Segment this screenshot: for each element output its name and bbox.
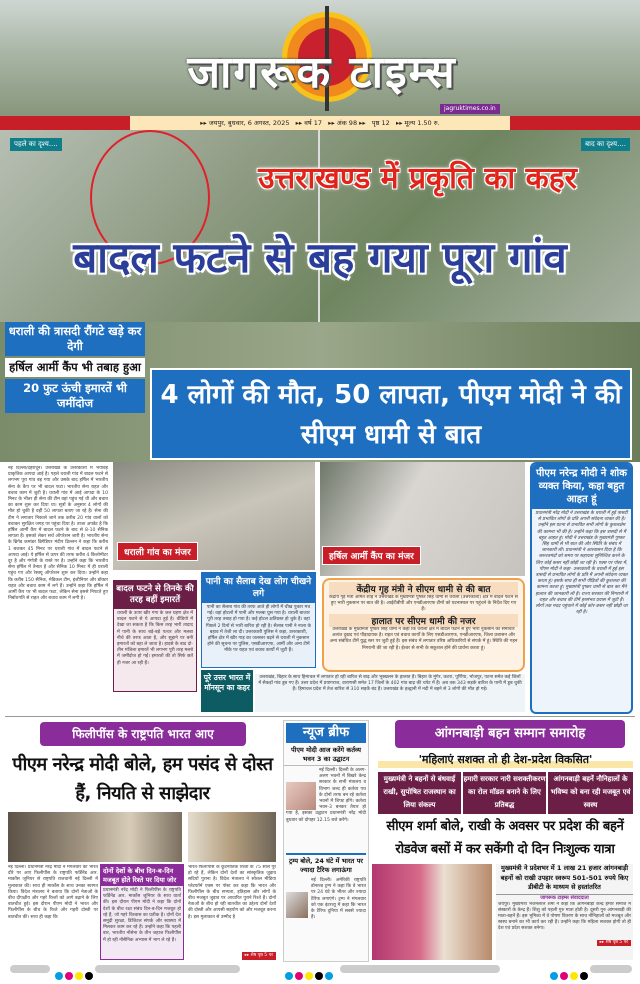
website-label: jagruktimes.co.in bbox=[440, 104, 500, 114]
box-dhami-title: हालात पर सीएम धामी की नजर bbox=[329, 614, 518, 627]
anganwadi-point-1: मुख्यमंत्री ने बहनों से बंधवाई राखी, सुपोषित राजस्थान का लिया संकल्प bbox=[378, 772, 461, 814]
side-headline-1: धराली की त्रासदी रौंगटे खड़े कर देगी bbox=[5, 322, 145, 356]
place-date: ▸▸ जयपुर, बुधवार, 6 अगस्त, 2025 bbox=[200, 119, 290, 127]
dharali-photo bbox=[113, 462, 315, 570]
monsoon-body: उत्तराखंड, बिहार के साथ हिमाचल में लगातार हो रही बारिश से बाढ़ और भूस्खलन के हालात हैं। बिहार के मुंगेर, कटरा, पूर्णिया, भोजपुर, पटना समेत कई जिलों में सैकड़ों गांव डूब गए हैं। उत्तर प्रदेश में प्रयागराज, वाराणसी समेत 17 जिलों के 402 गांव बाढ़ की चपेट में हैं। अब तक 343 सड़कें बारिश के पानी में डूब चुकी हैं। हिमाचल प्रदेश में तेज बारिश से 310 सड़कें बंद हैं। उत्तराखंड के हल्द्वानी में नदी में बहने से 3 लोगों की मौत हो गई। bbox=[255, 674, 525, 712]
anganwadi-quote: 'महिलाएं सशक्त तो ही देश-प्रदेश विकसित' bbox=[378, 752, 633, 768]
anganwadi-subhead: मुख्यमंत्री ने प्रदेशभर में 1 लाख 21 हजार आंगनबाड़ी बहनों को राखी उपहार स्वरूप 501-501 रुपये किए डीबीटी के माध्यम से हस्तांतरित bbox=[496, 864, 633, 895]
rakhi-photo bbox=[372, 864, 492, 960]
brief-2-title: ट्रम्प बोले, 24 घंटे में भारत पर ज्यादा टैरिफ लगाऊंगा bbox=[289, 857, 363, 874]
meeting-photo bbox=[8, 812, 182, 862]
philippines-box-title: दोनों देशों के बीच दिन-ब-दिन मजबूत होते रिश्ते पर दिया जोर bbox=[101, 865, 183, 886]
philippines-box bbox=[100, 864, 184, 960]
main-headline: 4 लोगों की मौत, 50 लापता, पीएम मोदी ने की सीएम धामी से बात bbox=[150, 368, 632, 460]
brief-1-body: नई दिल्ली। दिल्ली के अलग-अलग भवनों में बिखरे केन्द्र सरकार के सभी मंत्रालय व विभाग जल्द ही कर्तव्य पथ के दोनों तरफ बन रहे कर्तव्य भवनों में शिफ्ट होंगे। कर्तव्य भवन-3 बनकर तैयार हो गया है, इसका उद्घाटन प्रधानमंत्री नरेंद्र मोदी बुधवार को दोपहर 12.15 बजे करेंगे। bbox=[286, 768, 366, 823]
print-bar bbox=[590, 965, 632, 973]
brief-1 bbox=[284, 766, 368, 852]
box-buildings-body: धराली के ऊपर खीर गंगा के जल ग्रहण क्षेत्र में बादल फटने से ये आपदा हुई है। वीडियो में देखा जा सकता है कि किस तरह भारी तादाद में पानी के साथ बड़े-बड़े पत्थर और मलबा नीचे की तरफ आता है, और सुहाने पर बनी इमारतों को बहा ले जाता है। हादसे के बाद दो-तीन मंजिला इमारतें भी लगभग पूरी तरह मलबे में जमींदोज हो गईं। इमारतों की तो सिर्फ छतें ही नजर आ रही हैं। bbox=[117, 611, 193, 666]
brief-2-body: नई दिल्ली। अमेरिकी राष्ट्रपति डोनाल्ड ट्रम्प ने कहा कि वे भारत पर 24 घंटे के भीतर और ज्यादा टैरिफ लगाएंगे। ट्रम्प ने मंगलवार को एक इंटरव्यू में कहा कि भारत के टैरिफ दुनिया में सबसे ज्यादा हैं। bbox=[311, 878, 366, 921]
box-flood-title: पानी का सैलाब देख लोग चीखने लगे bbox=[202, 573, 315, 603]
harsil-photo bbox=[320, 462, 525, 576]
box-buildings bbox=[113, 580, 197, 692]
anganwadi-body: जयपुर। मुख्यमंत्री भजनलाल शर्मा ने कहा कि आंगनबाड़ी केन्द्र हमारे समाज में संस्कारों के केन्द्र हैं। शिशु को पहली गुरु माता होती है। दूसरी गुरु आंगनबाड़ी की माता-बहनें हैं। इस भूमिका में वे पोषण वितरण के साथ नौनिहालों को मजबूत और स्वस्थ बनाने का भी कार्य कर रही हैं। उन्होंने कहा कि महिला सशक्त होगी तो ही देश एवं प्रदेश सशक्त बनेगा। bbox=[498, 901, 631, 932]
news-brief-title: न्यूज ब्रीफ bbox=[286, 723, 366, 743]
section-divider bbox=[5, 716, 635, 717]
philippines-col-3 bbox=[188, 865, 276, 961]
pm-condolence-title: पीएम नरेन्द्र मोदी ने शोक व्यक्त किया, कहा बहुत आहत हूं bbox=[532, 464, 631, 509]
before-label: पहले का दृश्य.... bbox=[10, 138, 62, 151]
box-flood-body: पानी का सैलाब गांव की तरफ आते ही लोगों में चीख पुकार मच गई। वहां होटलों में पानी और मलबा घुस गया है। धराली बाजार पूरी तरह तबाह हो गया है। कई होटल क्षतिग्रस्त हो चुके हैं। वहां पिछले 2 दिनों से भारी बारिश हो रही है। सैलाब पानी ने नाला के बहाव में तेजी ला दी। उत्तरकाशी पुलिस ने कहा, उत्तरकाशी, हर्षिल क्षेत्र में खीर गाड़ का जलस्तर बढ़ने से धराली में नुकसान होने की सूचना पर पुलिस, एसडीआरएफ, आर्मी और अन्य टीमें मौके पर राहत एवं बचाव कार्यों में जुटी हैं। bbox=[205, 605, 312, 654]
news-brief bbox=[283, 720, 369, 962]
box-homeminister bbox=[322, 578, 525, 672]
philippines-headline: पीएम नरेन्द्र मोदी बोले, हम पसंद से दोस्त हैं, नियति से साझेदार bbox=[12, 754, 273, 804]
lead-headline: बादल फटने से बह गया पूरा गांव bbox=[73, 233, 567, 282]
pm-condolence-body: प्रधानमंत्री नरेंद्र मोदी ने उत्तराखंड के धराली में हुई त्रासदी से प्रभावित लोगों के प्रति अपनी संवेदना व्यक्त की है। उन्होंने इस घटना से प्रभावित सभी लोगों के कुशलक्षेम की कामना भी की है। उन्होंने कहा कि इस त्रासदी से मैं बहुत आहत हूं। मोदी ने उत्तराखंड के मुख्यमंत्री पुष्कर सिंह धामी से भी बात की और स्थिति के संबंध में जानकारी ली। प्रधानमंत्री ने आश्वासन दिया है कि जरूरतमंदों को समय पर सहायता सुनिश्चित करने के लिए कोई कसर नहीं छोड़ी जा रही है। एक्स पर पोस्ट में, पीएम मोदी ने कहा- उत्तरकाशी के धराली में हुई इस त्रासदी से प्रभावित लोगों के प्रति मैं अपनी संवेदना व्यक्त करता हूं। इसके साथ ही सभी पीड़ितों की कुशलता की कामना करता हूं। मुख्यमंत्री पुष्कर धामी से बात कर मैंने हालात की जानकारी ली है। राज्य सरकार की निगरानी में राहत और बचाव की टीमें हरसंभव प्रयास में जुटी हैं। लोगों तक मदद पहुंचाने में कोई कोर-कसर नहीं छोड़ी जा रही है। bbox=[535, 511, 628, 616]
anganwadi-point-3: आंगनबाड़ी बहनें नौनिहालों के भविष्य को बना रही मजबूत एवं स्वस्थ bbox=[548, 772, 633, 814]
harsil-caption: हर्षिल आर्मी कैंप का मंजर bbox=[322, 546, 421, 565]
print-bar bbox=[10, 965, 50, 973]
hero-before-after-photo bbox=[0, 130, 640, 322]
handshake-photo bbox=[188, 812, 276, 862]
side-headlines bbox=[5, 322, 145, 462]
anganwadi-story bbox=[496, 864, 633, 960]
philippines-kicker: फिलीपींस के राष्ट्रपति भारत आए bbox=[40, 722, 246, 746]
philippines-body-1: नई दिल्ली। प्रधानमंत्री नरेंद्र मोदी ने मंगलवार को भारत दौरे पर आए फिलीपींस के राष्ट्रपति फर्डिनेंड आर. मार्कोस जूनियर से राष्ट्रपति राजधानी नई दिल्ली में मुलाकात की। साथ ही मार्कोस के साथ उनका स्वागत किया। विदेश मंत्रालय ने बताया कि दोनों नेताओं के बीच दीपक्षीय और गहरे रिश्तों को आगे बढ़ाने के लिए बातचीत हुई। इस दौरान पीएम मोदी ने भारत और फिलीपींस के बीच के रिश्ते और गहरी दोस्ती पर बातचीत की। साथ ही कहा कि bbox=[8, 865, 98, 920]
box-homeminister-title: केंद्रीय गृह मंत्री ने सीएम धामी से की बात bbox=[329, 582, 518, 595]
strip-red-right bbox=[510, 116, 640, 130]
dharali-caption: धराली गांव का मंजर bbox=[117, 542, 198, 561]
box-flood bbox=[201, 572, 316, 668]
box-dhami-body: उत्तराखंड के मुख्यमंत्री पुष्कर सिंह धामी ने कहा कि धराली क्षेत्र में बादल फटने से हुए भारी नुकसान का समाचार अत्यंत दुखद एवं पीड़ादायक है। राहत एवं बचाव कार्यों के लिए एसडीआरएफ, एनडीआरएफ, जिला प्रशासन और अन्य संबंधित टीमें युद्ध स्तर पर जुटी हुई हैं। इस संबंध में लगातार वरिष्ठ अधिकारियों से संपर्क में हूं। स्थिति की गहन निगरानी की जा रही है। ईश्वर से सभी के सकुशल होने की प्रार्थना करता हूं। bbox=[329, 627, 518, 651]
brief-1-photo bbox=[286, 782, 316, 810]
year: ▸▸ वर्ष 17 bbox=[295, 119, 322, 127]
lead-body: नई दिल्ली/देहरादून। उत्तराखंड के उत्तरकाशी में भयावह प्राकृतिक आपदा आई है। पहले धराली गांव में बादल फटने से लगभग पूरा गांव बह गया और उसके बाद हर्षिल में भारतीय सेना के कैंप पर भी बादल फटा। भारतीय सेना राहत और बचाव काम में जुटी है। धराली गांव में आई आपदा के 10 मिनट के भीतर ही सेना की टीम वहां पहुंच गई थी और बचाव का काम शुरू कर दिया था। सूत्रों के अनुसार 4 लोगों की मौत हो चुकी है वहीं 50 लापता बताए जा रहे हैं। सेना की टीम ने लगातार निकाले जाने तक करीब 20 गांव वालों को बचाकर सुरक्षित जगह पर पहुंचा दिया है। ताजा अपडेट है कि हर्षिल आर्मी कैंप में बादल फटने के बाद से 8-10 सैनिक लापता हैं। इसको लेकर सर्च ऑपरेशन जारी है। भारतीय सेना के ब्रिगेड कमांडर ब्रिगेडियर मंदीप ढिल्लन ने कहा कि करीब 1 बजकर 45 मिनट पर धराली गांव में बादल फटने से आपदा आई। ये हर्षिल से ऊपर की तरफ करीब 4 किलोमीटर दूर है और गंगोत्री के रास्ते पर है। उन्होंने कहा कि भारतीय सेना हर्षिल में तैनात है और सैनिक 10 मिनट में ही धराली पहुंच गए और रेस्क्यू ऑपरेशन शुरू कर दिया। उन्होंने कहा कि करीब 150 सैनिक, मेडिकल टीम, इंजीनियर और डॉक्टर राहत और बचाव काम में लगे हैं। उन्होंने कहा कि हर्षिल में आर्मी कैंप पर भी बादल फटा, लेकिन सेना इससे निपटते हुए निर्बाधगति से राहत और बचाव काम में लगी है। bbox=[8, 466, 108, 602]
print-bar bbox=[95, 965, 240, 973]
anganwadi-point-2: हमारी सरकार नारी सशक्तीकरण का रोल मॉडल बनाने के लिए प्रतिबद्ध bbox=[463, 772, 546, 814]
issue: ▸▸ अंक 98 ▸▸ bbox=[328, 119, 366, 127]
pages: पृष्ठ 12 bbox=[371, 119, 390, 127]
philippines-body-2: भारत-फिलीपींस के कूटनीतिक रिश्तों के 75 साल पूरे हो रहे हैं, लेकिन दोनों देशों का सांस्कृतिक जुड़ाव सदियों पुराना है। विदेश मंत्रालय ने सोशल मीडिया प्लेटफॉर्म एक्स पर पोस्ट कर कहा कि भारत और फिलीपींस के बीच सभ्यता, इतिहास और लोगों के बीच मजबूत जुड़ाव पर आधारित पुराने रिश्ते हैं। दोनों नेताओं के बीच हो रही बातचीत का उद्देश्य दोनों देशों की दोस्ती और आपसी सहयोग को और मजबूत करना है। इस मुलाकात से उम्मीद है bbox=[188, 865, 276, 920]
anganwadi-byline: जागरूक टाइम्स संवाददाता bbox=[540, 894, 589, 901]
strip-red-left bbox=[0, 116, 130, 130]
philippines-box-body: प्रधानमंत्री नरेंद्र मोदी ने फिलीपींस के राष्ट्रपति फर्डिनेंड आर. मार्कोस जूनियर के साथ वार्ता की। इस दौरान पीएम मोदी ने कहा कि दोनों देशों के बीच रक्षा संबंध दिन-ब-दिन मजबूत हो रहे हैं, जो गहरे विश्वास का प्रतीक है। दोनों देश समुद्री सुरक्षा, डिजिटल संपर्क और स्वास्थ्य में मिलकर काम कर रहे हैं। उन्होंने कहा कि पहली बार, भारतीय नौसेना के तीन जहाज फिलीपींस में हो रही नौसैनिक अभ्यास में भाग ले रहे हैं। bbox=[103, 888, 181, 943]
philippines-continued-link[interactable]: ▸▸ शेष पृष्ठ 5 पर bbox=[242, 952, 276, 960]
side-headline-2: हर्षिल आर्मी कैंप भी तबाह हुआ bbox=[5, 358, 145, 377]
box-buildings-title: बादल फटने से तिनके की तरह बहीं इमारतें bbox=[114, 581, 196, 609]
newspaper-logo: जागरूक टाइम्स bbox=[187, 47, 457, 98]
box-pm-condolence bbox=[530, 462, 633, 714]
after-label: बाद का दृश्य.... bbox=[581, 138, 630, 151]
anganwadi-continued-link[interactable]: ▸▸ शेष पृष्ठ 5 पर bbox=[597, 940, 631, 946]
anganwadi-headline: सीएम शर्मा बोले, राखी के अवसर पर प्रदेश की बहनें रोडवेज बसों में कर सकेंगी दो दिन निःशुल्क यात्रा bbox=[386, 819, 624, 857]
brief-2 bbox=[284, 876, 368, 956]
monsoon-title: पूरे उत्तर भारत में मॉनसून का कहर bbox=[201, 670, 253, 712]
anganwadi-kicker: आंगनबाड़ी बहन सम्मान समारोह bbox=[395, 720, 625, 748]
color-registration-marks bbox=[285, 965, 335, 984]
color-registration-marks bbox=[550, 965, 590, 984]
print-bar bbox=[340, 965, 500, 973]
price: ▸▸ मूल्य 1.50 रु. bbox=[395, 119, 440, 127]
brief-1-title: पीएम मोदी आज करेंगे कर्तव्य भवन 3 का उद्घाटन bbox=[284, 745, 368, 766]
lead-kicker: उत्तराखण्ड में प्रकृति का कहर bbox=[258, 161, 577, 196]
trump-photo bbox=[286, 892, 308, 918]
box-homeminister-body: केंद्रीय गृह मंत्री अमित शाह ने उत्तराखंड के मुख्यमंत्री पुष्कर सिंह धामी से धराली (उत्तरकाशी) क्षेत्र में बादल फटने से हुए भारी नुकसान पर बात की है। आईटीबीपी और एनडीआरएफ टीमों को घटनास्थल पर पहुंचने के निर्देश दिए गए हैं। bbox=[329, 595, 518, 613]
color-registration-marks bbox=[55, 965, 95, 984]
side-headline-3: 20 फुट ऊंची इमारतें भी जमींदोज bbox=[5, 379, 145, 413]
dateline-strip bbox=[130, 116, 510, 130]
